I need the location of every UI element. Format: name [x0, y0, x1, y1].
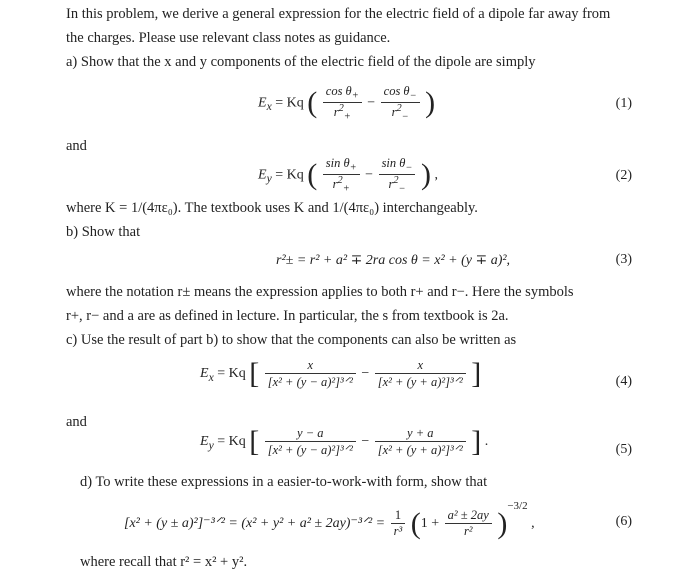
eq1-den1-sup: 2	[338, 102, 344, 114]
eq6-left: [x² + (y ± a)²]⁻³ᐟ² = (x² + y² + a² ± 2ay)⁻³ᐟ² =	[124, 516, 386, 531]
eq2-fraction-1	[323, 156, 360, 194]
eq1-fraction-1	[323, 84, 362, 122]
eq1-minus: −	[367, 95, 376, 111]
part-d-line: d) To write these expressions in a easier-to-work-with form, show that	[80, 474, 488, 490]
eq2-num2: sin θ	[381, 156, 406, 170]
eq5-lhs-sub: y	[208, 439, 214, 453]
equation-5	[200, 426, 488, 458]
where-k-line: where K = 1/(4πε₀). The textbook uses K and 1/(4πε₀) interchangeably.	[66, 200, 478, 216]
equation-1	[258, 84, 435, 122]
equation-4	[200, 358, 481, 390]
eq4-eq-sign: = Kq	[213, 366, 246, 382]
eq4-num1: x	[307, 358, 314, 372]
eq1-den2: r	[391, 104, 397, 119]
eq4-lhs: E	[200, 366, 209, 382]
and-label-2: and	[66, 414, 87, 430]
eq5-fraction-2	[375, 426, 466, 458]
eq6-inner-start: 1 +	[420, 516, 440, 531]
eq5-trail: .	[481, 434, 489, 450]
eq1-den2-sup: 2	[396, 102, 402, 114]
eq3-number: (3)	[615, 252, 632, 267]
eq2-den1-sub: +	[342, 183, 350, 195]
eq5-number: (5)	[615, 442, 632, 457]
eq2-den2-sup: 2	[393, 174, 399, 186]
eq6-frac-num: 1	[394, 508, 402, 523]
eq5-num2: y + a	[407, 426, 434, 440]
notation-line-2: r+, r− and a are as defined in lecture. In particular, the s from textbook is 2a.	[66, 308, 509, 324]
intro-line-1: In this problem, we derive a general expression for the electric field of a dipole far away from	[66, 6, 611, 22]
eq4-den1: [x² + (y − a)²]³ᐟ²	[265, 373, 356, 390]
eq4-left-bracket: [	[249, 357, 260, 390]
eq1-den2-sub: −	[401, 111, 409, 123]
eq2-minus: −	[365, 167, 374, 183]
eq1-den1-sub: +	[343, 111, 351, 123]
eq1-num1: cos θ	[325, 84, 352, 98]
eq2-lhs-sub: y	[266, 172, 272, 186]
eq1-num2-sub: −	[409, 90, 417, 102]
eq4-fraction-2	[375, 358, 466, 390]
eq6-inner-fraction	[445, 508, 492, 539]
eq4-lhs-sub: x	[208, 371, 214, 385]
equation-2	[258, 156, 438, 194]
eq1-den1: r	[333, 104, 339, 119]
eq6-number: (6)	[615, 514, 632, 529]
eq5-eq-sign: = Kq	[213, 434, 246, 450]
eq5-minus: −	[361, 434, 370, 450]
recall-line: where recall that r² = x² + y².	[80, 554, 248, 570]
part-b-line: b) Show that	[66, 224, 141, 240]
eq2-trail: ,	[430, 167, 438, 183]
eq6-frac-den: r³	[391, 523, 406, 539]
part-c-line: c) Use the result of part b) to show that the components can also be written as	[66, 332, 517, 348]
and-label-1: and	[66, 138, 87, 154]
eq6-inner-num: a² ± 2ay	[447, 508, 489, 523]
eq5-den2: [x² + (y + a)²]³ᐟ²	[375, 441, 466, 458]
eq2-den2-sub: −	[398, 183, 406, 195]
eq2-num1: sin θ	[325, 156, 350, 170]
eq2-number: (2)	[615, 168, 632, 183]
eq1-lhs-sub: x	[266, 100, 272, 114]
eq5-num1: y − a	[297, 426, 324, 440]
eq2-right-paren: )	[420, 158, 431, 192]
eq5-left-bracket: [	[249, 425, 260, 458]
eq1-number: (1)	[615, 96, 632, 111]
eq1-num2: cos θ	[383, 84, 410, 98]
eq5-lhs: E	[200, 434, 209, 450]
eq6-right-paren: )	[497, 506, 508, 540]
eq5-fraction-1	[265, 426, 356, 458]
eq4-number: (4)	[615, 374, 632, 389]
eq2-lhs: E	[258, 167, 267, 183]
eq2-den1: r	[332, 176, 338, 191]
eq1-left-paren: (	[307, 86, 318, 120]
eq6-outer-exp: −3/2	[507, 500, 528, 512]
notation-line-1: where the notation r± means the expression applies to both r+ and r−. Here the symbols	[66, 284, 574, 300]
eq2-fraction-2	[379, 156, 416, 194]
eq2-left-paren: (	[307, 158, 318, 192]
eq1-lhs: E	[258, 95, 267, 111]
eq5-right-bracket: ]	[471, 425, 482, 458]
eq2-den1-sup: 2	[337, 174, 343, 186]
part-a-line: a) Show that the x and y components of the electric field of the dipole are simply	[66, 54, 536, 70]
eq2-den2: r	[388, 176, 394, 191]
equation-3: r²± = r² + a² ∓ 2ra cos θ = x² + (y ∓ a)²,	[276, 253, 511, 268]
intro-line-2: the charges. Please use relevant class notes as guidance.	[66, 30, 391, 46]
eq2-num1-sub: +	[349, 162, 357, 174]
eq6-inner-den: r²	[445, 523, 492, 539]
eq2-eq-sign: = Kq	[271, 167, 304, 183]
eq1-eq-sign: = Kq	[271, 95, 304, 111]
eq6-trail: ,	[527, 516, 535, 531]
eq1-num1-sub: +	[351, 90, 359, 102]
eq4-fraction-1	[265, 358, 356, 390]
eq4-minus: −	[361, 366, 370, 382]
eq4-den2: [x² + (y + a)²]³ᐟ²	[375, 373, 466, 390]
eq2-num2-sub: −	[405, 162, 413, 174]
eq5-den1: [x² + (y − a)²]³ᐟ²	[265, 441, 356, 458]
eq4-num2: x	[417, 358, 424, 372]
equation-6	[124, 500, 535, 539]
eq1-right-paren: )	[425, 86, 436, 120]
eq6-fraction	[391, 508, 406, 539]
eq4-right-bracket: ]	[471, 357, 482, 390]
eq6-left-paren: (	[410, 506, 421, 540]
eq1-fraction-2	[381, 84, 420, 122]
